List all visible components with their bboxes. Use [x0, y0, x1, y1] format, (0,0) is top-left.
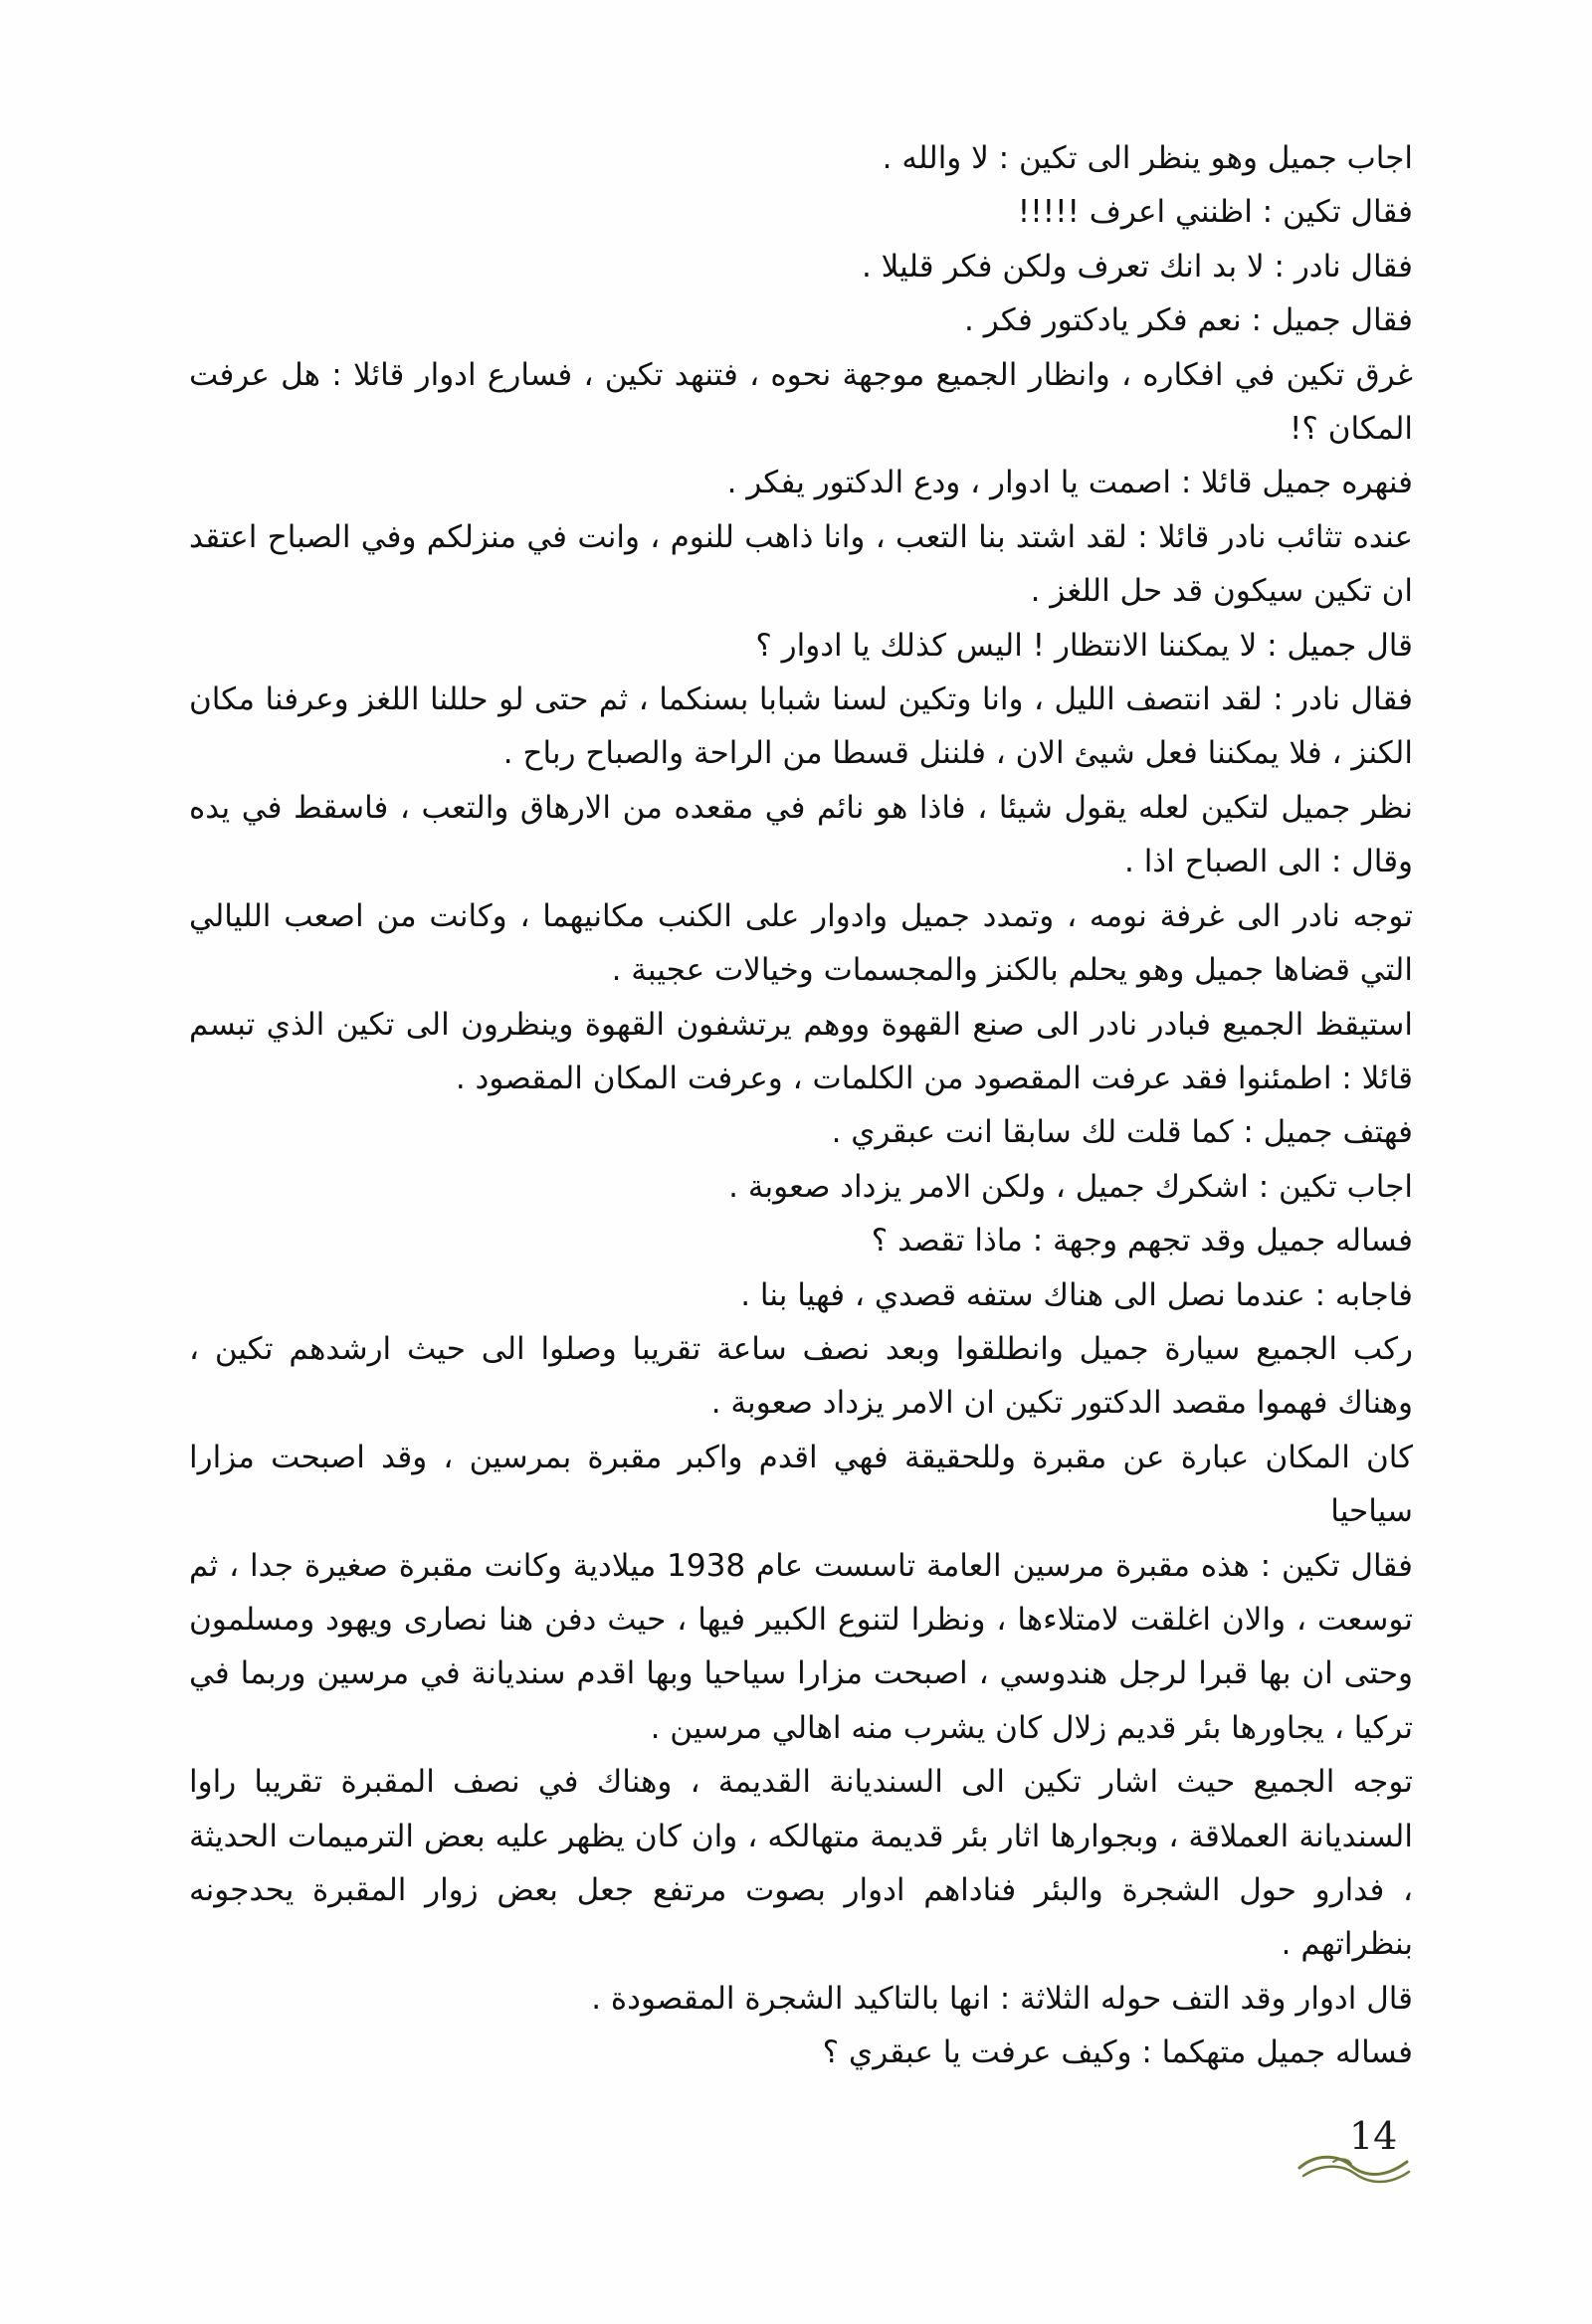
page-number: 14 — [1349, 2114, 1398, 2158]
paragraph: فاجابه : عندما نصل الى هناك ستفه قصدي ، فهيا بنا . — [740, 1276, 1413, 1313]
paragraph: استيقظ الجميع فبادر نادر الى صنع القهوة ووهم يرتشفون القهوة وينظرون الى تكين الذي تبسم قائلا : اطمئنوا فقد عرفت المقصود من الكلمات ، وعرفت المكان المقصود . — [189, 1006, 1413, 1096]
paragraph: ركب الجميع سيارة جميل وانطلقوا وبعد نصف ساعة تقريبا وصلوا الى حيث ارشدهم تكين ، وهناك فهموا مقصد الدكتور تكين ان الامر يزداد صعوبة . — [189, 1330, 1413, 1422]
paragraph: توجه الجميع حيث اشار تكين الى السنديانة القديمة ، وهناك في نصف المقبرة تقريبا راوا السنديانة العملاقة ، وبجوارها اثار بئر قديمة متهالكه ، وان كان يظهر عليه بعض الترميمات الحديثة ، فدارو حول الشجرة والبئر فناداهم ادوار بصوت مرتفع جعل بعض زوار المقبرة يحدجونه بنظراتهم . — [189, 1764, 1413, 1963]
paragraph: اجاب جميل وهو ينظر الى تكين : لا والله . — [882, 140, 1413, 176]
paragraph: فقال تكين : هذه مقبرة مرسين العامة تاسست عام 1938 ميلادية وكانت مقبرة صغيرة جدا ، ثم توسعت ، والان اغلقت لامتلاءها ، ونظرا لتنوع الكبير فيها ، حيث دفن هنا نصارى ويهود ومسلمون وحتى ان بها قبرا لرجل هندوسي ، اصبحت مزارا سياحيا وبها اقدم سنديانة في مرسين وربما في تركيا ، يجاورها بئر قديم زلال كان يشرب منه اهالي مرسين . — [189, 1547, 1413, 1746]
paragraph: فساله جميل متهكما : وكيف عرفت يا عبقري ؟ — [822, 2034, 1413, 2071]
paragraph: كان المكان عبارة عن مقبرة وللحقيقة فهي اقدم واكبر مقبرة بمرسين ، وقد اصبحت مزارا سياحيا — [189, 1439, 1413, 1530]
paragraph: فساله جميل وقد تجهم وجهة : ماذا تقصد ؟ — [871, 1223, 1413, 1259]
paragraph: قال ادوار وقد التف حوله الثلاثة : انها بالتاكيد الشجرة المقصودة . — [591, 1980, 1413, 2017]
paragraph: فنهره جميل قائلا : اصمت يا ادوار ، ودع الدكتور يفكر . — [726, 465, 1413, 501]
body-text — [189, 131, 1413, 2080]
paragraph: غرق تكين في افكاره ، وانظار الجميع موجهة نحوه ، فتنهد تكين ، فسارع ادوار قائلا : هل عرفت المكان ؟! — [189, 356, 1413, 448]
page-footer — [1294, 2114, 1413, 2194]
paragraph: فقال جميل : نعم فكر يادكتور فكر . — [964, 302, 1413, 339]
paragraph: فهتف جميل : كما قلت لك سابقا انت عبقري . — [831, 1114, 1413, 1151]
paragraph: فقال تكين : اظنني اعرف !!!!! — [1017, 194, 1413, 231]
paragraph: قال جميل : لا يمكننا الانتظار ! اليس كذلك يا ادوار ؟ — [755, 627, 1413, 664]
paragraph: فقال نادر : لا بد انك تعرف ولكن فكر قليلا . — [861, 248, 1413, 285]
paragraph: اجاب تكين : اشكرك جميل ، ولكن الامر يزداد صعوبة . — [728, 1168, 1413, 1205]
paragraph: عنده تثائب نادر قائلا : لقد اشتد بنا التعب ، وانا ذاهب للنوم ، وانت في منزلكم وفي الصباح اعتقد ان تكين سيكون قد حل اللغز . — [189, 518, 1413, 610]
paragraph: توجه نادر الى غرفة نومه ، وتمدد جميل وادوار على الكنب مكانيهما ، وكانت من اصعب الليالي التي قضاها جميل وهو يحلم بالكنز والمجسمات وخيالات عجيبة . — [189, 897, 1413, 989]
paragraph: فقال نادر : لقد انتصف الليل ، وانا وتكين لسنا شبابا بسنكما ، ثم حتى لو حللنا اللغز وعرفنا مكان الكنز ، فلا يمكننا فعل شيئ الان ، فلننل قسطا من الراحة والصباح رباح . — [189, 681, 1413, 772]
paragraph: نظر جميل لتكين لعله يقول شيئا ، فاذا هو نائم في مقعده من الارهاق والتعب ، فاسقط في يده وقال : الى الصباح اذا . — [189, 789, 1413, 880]
swirl-ornament-icon — [1294, 2150, 1413, 2190]
